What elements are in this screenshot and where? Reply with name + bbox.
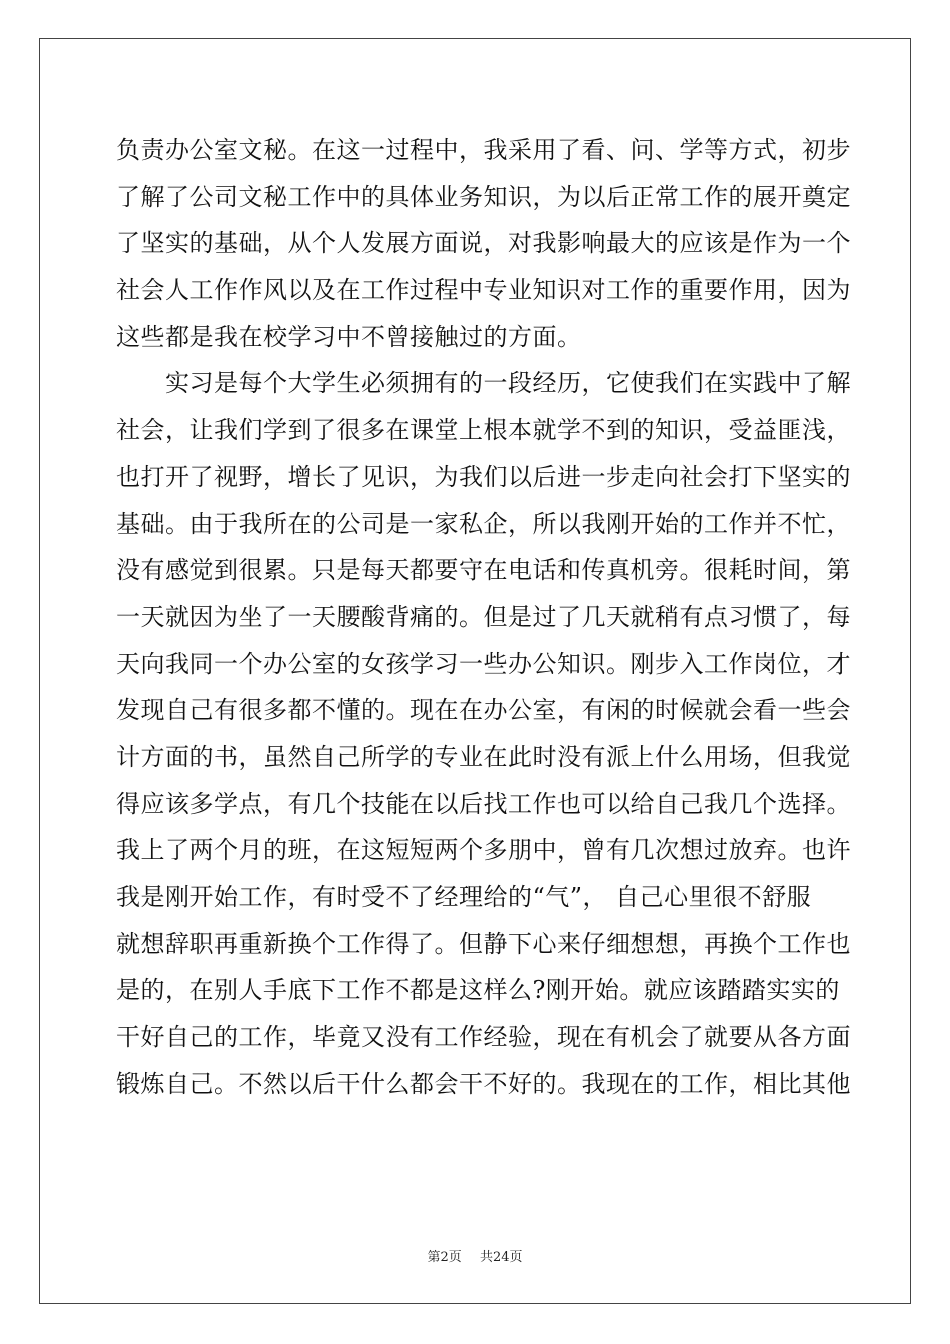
text-line-20: 干好自己的工作，毕竟又没有工作经验，现在有机会了就要从各方面: [116, 1023, 851, 1052]
text-line-1: 负责办公室文秘。在这一过程中，我采用了看、问、学等方式，初步: [116, 136, 851, 164]
text-line-2: 了解了公司文秘工作中的具体业务知识，为以后正常工作的展开奠定: [116, 182, 851, 211]
text-line-8: 也打开了视野，增长了见识，为我们以后进一步走向社会打下坚实的: [116, 462, 851, 491]
page-footer: [0, 1246, 950, 1265]
document-body: [116, 127, 851, 1107]
text-line-4: 社会人工作作风以及在工作过程中专业知识对工作的重要作用，因为: [116, 276, 851, 305]
text-line-13: 发现自己有很多都不懂的。现在在办公室，有闲的时候就会看一些会: [116, 696, 851, 725]
text-line-7: 社会，让我们学到了很多在课堂上根本就学不到的知识，受益匪浅，: [116, 416, 851, 445]
text-line-10: 没有感觉到很累。只是每天都要守在电话和传真机旁。很耗时间，第: [116, 556, 851, 585]
page-number: 第2页: [427, 1250, 462, 1265]
text-line-18: 就想辞职再重新换个工作得了。但静下心来仔细想想，再换个工作也: [116, 929, 851, 958]
text-line-19: 是的，在别人手底下工作不都是这样么?刚开始。就应该踏踏实实的: [116, 976, 840, 1005]
text-line-21: 锻炼自己。不然以后干什么都会干不好的。我现在的工作，相比其他: [116, 1069, 851, 1098]
text-line-12: 天向我同一个办公室的女孩学习一些办公知识。刚步入工作岗位，才: [116, 649, 851, 678]
text-line-16: 我上了两个月的班，在这短短两个多朋中，曾有几次想过放弃。也许: [116, 836, 851, 865]
text-line-11: 一天就因为坐了一天腰酸背痛的。但是过了几天就稍有点习惯了，每: [116, 602, 851, 631]
text-line-14: 计方面的书，虽然自己所学的专业在此时没有派上什么用场，但我觉: [116, 742, 851, 771]
text-line-17: 我是刚开始工作，有时受不了经理给的“气”， 自己心里很不舒服: [116, 883, 812, 911]
text-line-5: 这些都是我在校学习中不曾接触过的方面。: [116, 322, 582, 351]
page-total: 共24页: [479, 1250, 523, 1265]
text-line-15: 得应该多学点，有几个技能在以后找工作也可以给自己我几个选择。: [116, 789, 851, 818]
text-line-6: 实习是每个大学生必须拥有的一段经历，它使我们在实践中了解: [116, 369, 851, 398]
text-line-9: 基础。由于我所在的公司是一家私企，所以我刚开始的工作并不忙，: [116, 509, 851, 538]
text-line-3: 了坚实的基础，从个人发展方面说，对我影响最大的应该是作为一个: [116, 229, 851, 258]
